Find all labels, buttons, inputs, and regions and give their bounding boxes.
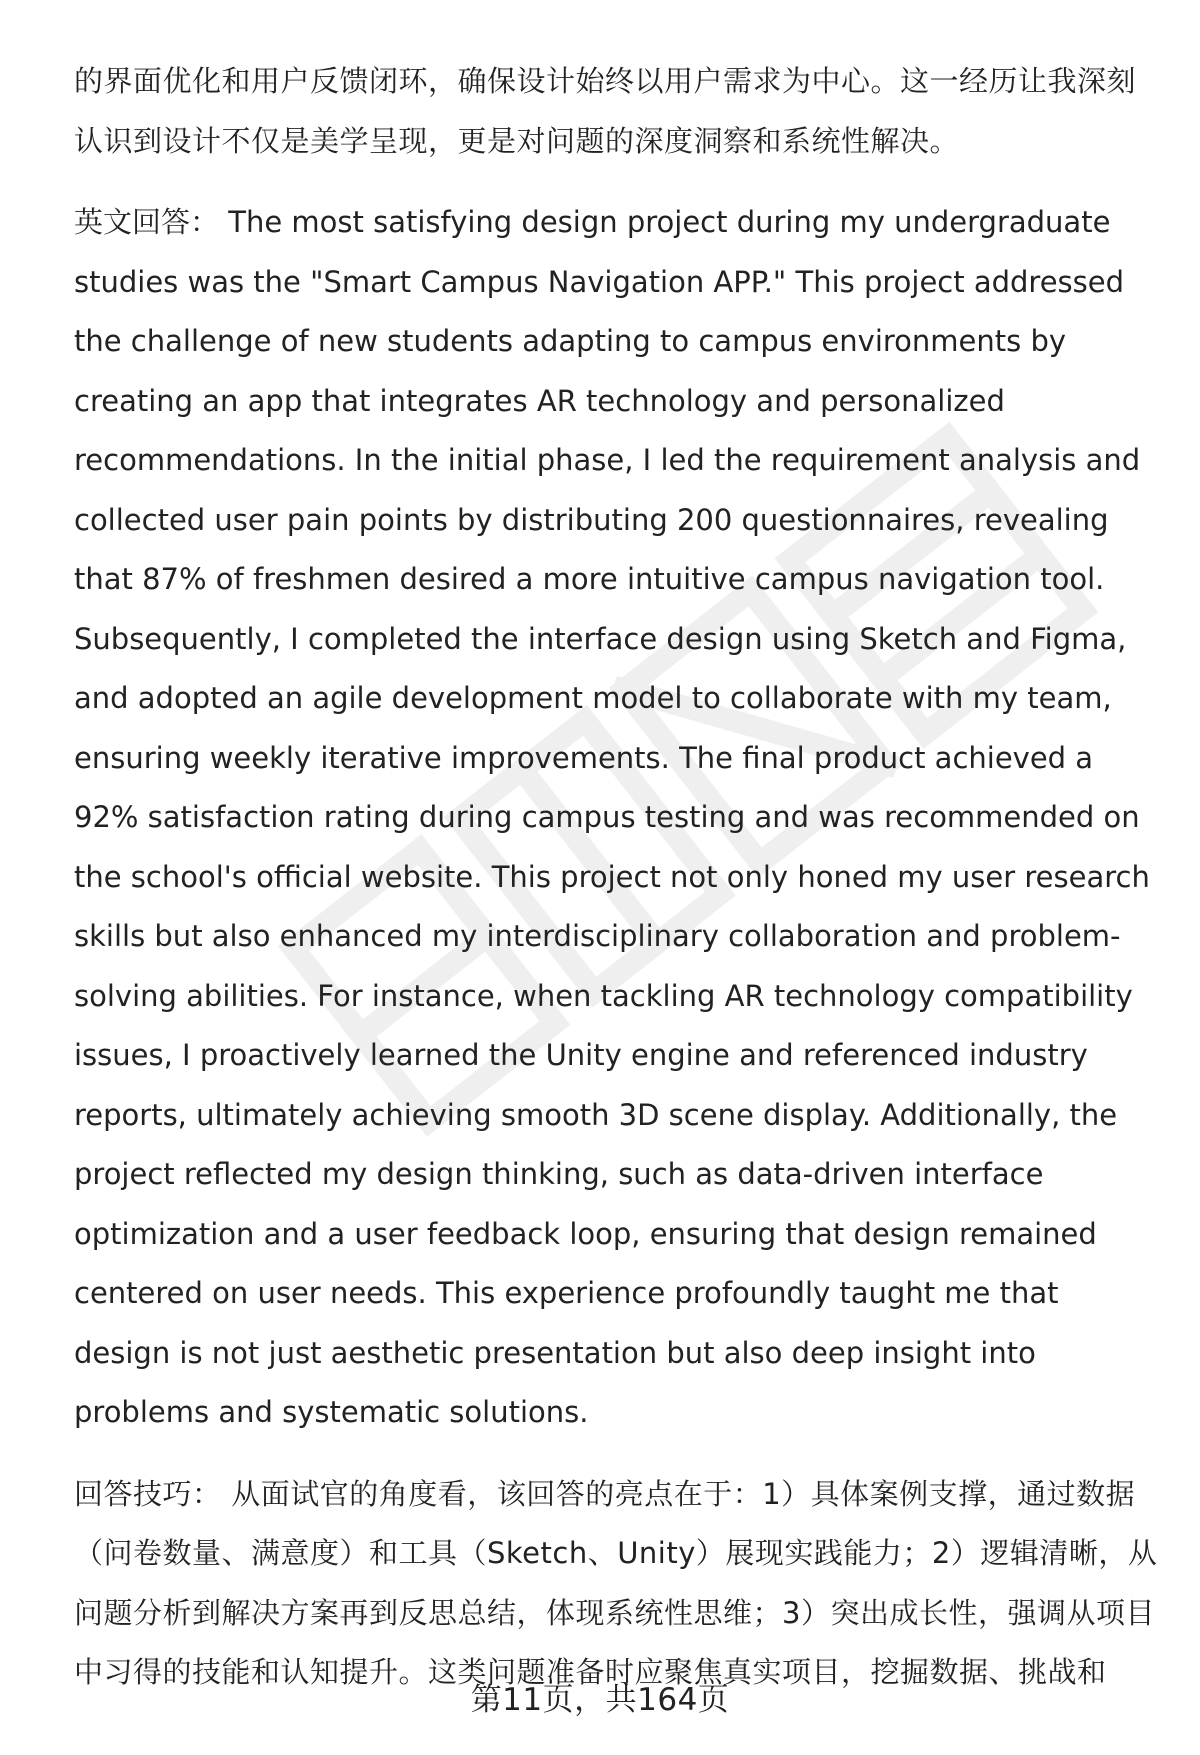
paragraph-answer-tips — [74, 1465, 1158, 1703]
document-body — [74, 52, 1158, 1703]
paragraph-chinese-continued: 的界面优化和用户反馈闭环，确保设计始终以用户需求为中心。这一经历让我深刻认识到设计不仅是美学呈现，更是对问题的深度洞察和系统性解决。 — [74, 64, 1137, 158]
english-answer-text: The most satisfying design project during my undergraduate studies was the "Smart Campus Navigation APP." This project addressed the challenge of new students adapting to campus environments by creating an app that integrates AR technology and personalized recommendations. In the initial phase, I led the requirement analysis and collected user pain points by distributing 200 questionnaires, revealing that 87% of freshmen desired a more intuitive campus navigation tool. Subsequently, I completed the interface design using Sketch and Figma, and adopted an agile development model to collaborate with my team, ensuring weekly iterative improvements. The final product achieved a 92% satisfaction rating during campus testing and was recommended on the school's official website. This project not only honed my user research skills but also enhanced my interdisciplinary collaboration and problem-solving abilities. For instance, when tackling AR technology compatibility issues, I proactively learned the Unity engine and referenced industry reports, ultimately achieving smooth 3D scene display. Additionally, the project reflected my design thinking, such as data-driven interface optimization and a user feedback loop, ensuring that design remained centered on user needs. This experience profoundly taught me that design is not just aesthetic presentation but also deep insight into problems and systematic solutions. — [74, 205, 1150, 1429]
answer-tips-text: 从面试官的角度看，该回答的亮点在于：1）具体案例支撑，通过数据（问卷数量、满意度）和工具（Sketch、Unity）展现实践能力；2）逻辑清晰，从问题分析到解决方案再到反思总结，体现系统性思维；3）突出成长性，强调从项目中习得的技能和认知提升。这类问题准备时应聚焦真实项目，挖掘数据、挑战和 — [74, 1476, 1158, 1689]
page-number: 第11页，共164页 — [470, 1682, 730, 1718]
english-answer-label: 英文回答： — [74, 205, 220, 239]
paragraph-english-answer — [74, 193, 1158, 1443]
answer-tips-label: 回答技巧： — [74, 1476, 222, 1511]
